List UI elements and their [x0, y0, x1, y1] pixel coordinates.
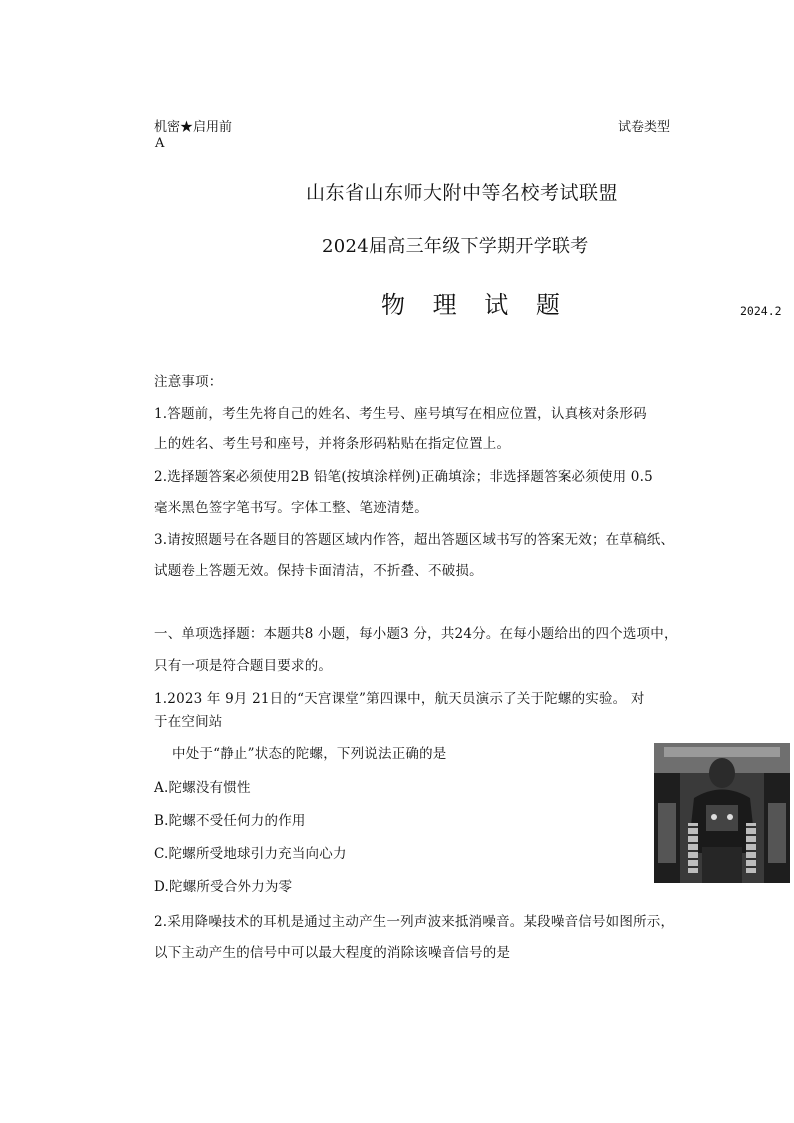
section-heading: 一、单项选择题：本题共8 小题，每小题3 分，共24分。在每小题给出的四个选项中， [154, 626, 678, 642]
notice-line: 1.答题前，考生先将自己的姓名、考生号、座号填写在相应位置，认真核对条形码 [154, 406, 647, 422]
notice-line: 2.选择题答案必须使用2B 铅笔(按填涂样例)正确填涂；非选择题答案必须使用 0.5 [154, 469, 653, 485]
q1-option-a: A.陀螺没有惯性 [154, 780, 251, 796]
q1-stem: 于在空间站 [154, 714, 223, 730]
notice-heading: 注意事项： [154, 374, 223, 390]
q1-option-b: B.陀螺不受任何力的作用 [154, 813, 306, 829]
notice-line: 上的姓名、考生号和座号，并将条形码粘贴在指定位置上。 [154, 436, 511, 452]
q1-option-c: C.陀螺所受地球引力充当向心力 [154, 846, 347, 862]
exam-date: 2024.2 [740, 304, 782, 318]
notice-line: 3.请按照题号在各题目的答题区域内作答，超出答题区域书写的答案无效；在草稿纸、 [154, 532, 675, 548]
astronaut-photo-graphic [654, 743, 790, 883]
section-heading: 只有一项是符合题目要求的。 [154, 658, 333, 674]
q1-option-d: D.陀螺所受合外力为零 [154, 879, 293, 895]
paper-type-label: 试卷类型 [618, 120, 671, 135]
q2-stem: 2.采用降噪技术的耳机是通过主动产生一列声波来抵消噪音。某段噪音信号如图所示， [154, 914, 675, 930]
org-title: 山东省山东师大附中等名校考试联盟 [306, 182, 619, 204]
q2-stem: 以下主动产生的信号中可以最大程度的消除该噪音信号的是 [154, 945, 511, 961]
subject-title: 物 理 试 题 [381, 291, 570, 319]
q1-stem: 1.2023 年 9月 21日的“天宫课堂”第四课中，航天员演示了关于陀螺的实验。 对 [154, 691, 645, 707]
q1-stem: 中处于“静止”状态的陀螺，下列说法正确的是 [172, 746, 447, 762]
confidential-label: 机密★启用前 [154, 120, 233, 135]
notice-line: 毫米黑色签字笔书写。字体工整、笔迹清楚。 [154, 500, 428, 516]
q1-astronaut-photo [654, 743, 790, 883]
exam-title: 2024届高三年级下学期开学联考 [322, 236, 589, 257]
paper-type-value: A [155, 136, 165, 151]
notice-line: 试题卷上答题无效。保持卡面清洁，不折叠、不破损。 [154, 563, 483, 579]
